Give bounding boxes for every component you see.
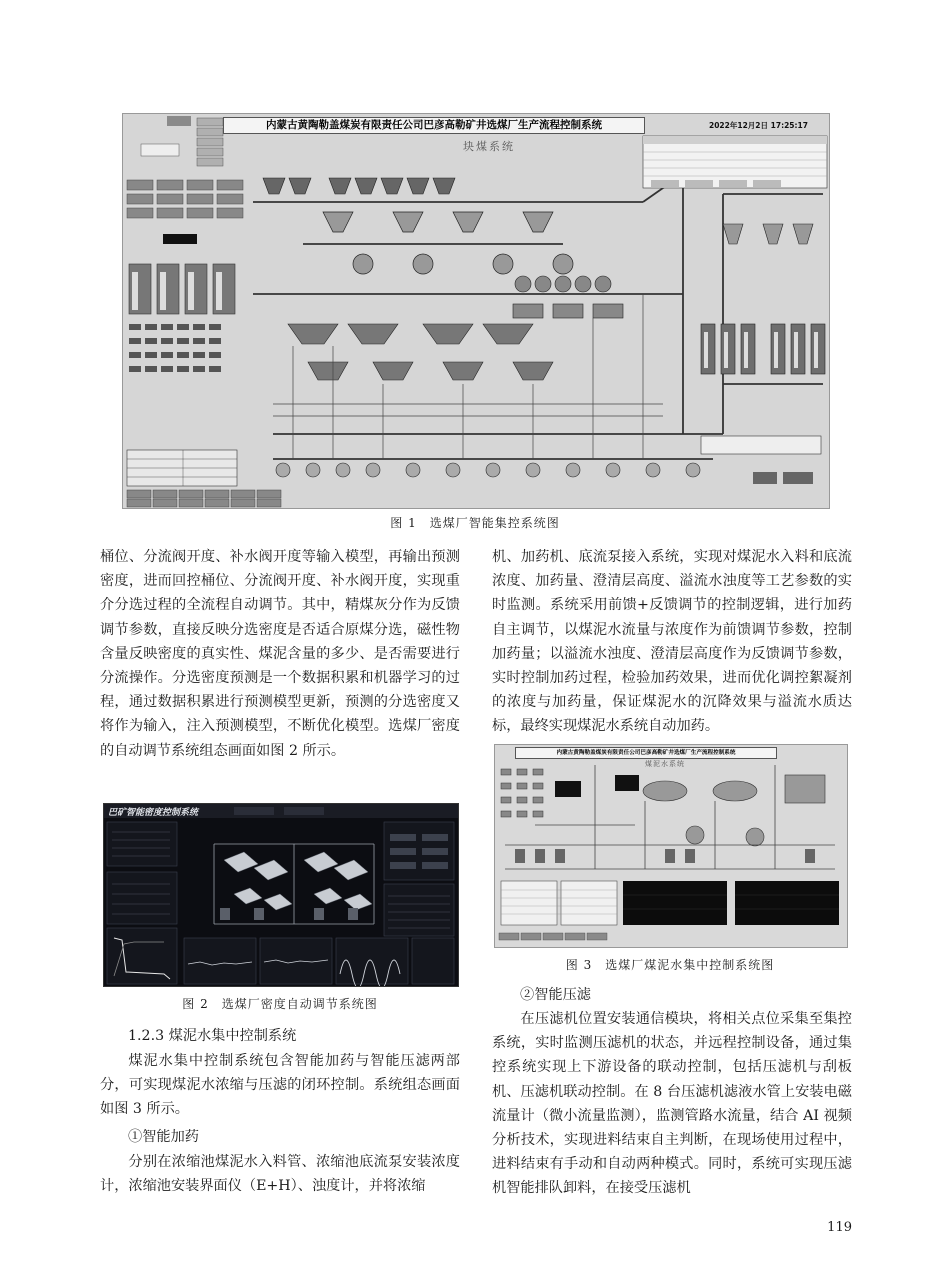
figure-1-screen-title: 内蒙古黄陶勒盖煤炭有限责任公司巴彦高勒矿井选煤厂生产流程控制系统 — [223, 117, 645, 134]
figure-2-screen-title: 巴矿智能密度控制系统 — [108, 808, 199, 818]
left-paragraph-3: 分别在浓缩池煤泥水入料管、浓缩池底流泵安装浓度计，浓缩池安装界面仪（E+H）、浊度计，并将浓缩 — [100, 1154, 460, 1195]
figure-2 — [103, 803, 459, 987]
subsection-smart-dosing: ①智能加药 — [128, 1129, 199, 1145]
figure-1-subsystem-label: 块煤系统 — [463, 140, 515, 153]
subsection-smart-filter-press: ②智能压滤 — [520, 987, 591, 1003]
right-paragraph-2: 在压滤机位置安装通信模块，将相关点位采集至集控系统，实时监测压滤机的状态，并远程控制设备，通过集控系统实现上下游设备的联动控制，包括压滤机与刮板机、压滤机联动控制。在 8 台压滤机滤液水管上安装电磁流量计（微小流量监测），监测管路水流量，结合 AI 视频分析技术，实现进料结束自主判断，在现场使用过程中，进料结束有手动和自动两种模式。同时，系统可实现压滤机智能排队卸料，在接受压滤机 — [492, 1011, 852, 1197]
figure-3-screen-title: 内蒙古黄陶勒盖煤炭有限责任公司巴彦高勒矿井选煤厂生产流程控制系统 — [515, 747, 777, 759]
page-number: 119 — [827, 1220, 852, 1235]
figure-3 — [494, 744, 848, 948]
figure-3-subsystem-label: 煤泥水系统 — [645, 760, 685, 768]
figure-1-timestamp: 2022年12月2日 17:25:17 — [709, 121, 808, 130]
figure-2-diagram — [104, 804, 458, 986]
figure-3-caption: 图 3 选煤厂煤泥水集中控制系统图 — [565, 958, 775, 972]
right-paragraph-1: 机、加药机、底流泵接入系统，实现对煤泥水入料和底流浓度、加药量、澄清层高度、溢流水浊度等工艺参数的实时监测。系统采用前馈+反馈调节的控制逻辑，进行加药自主调节，以煤泥水流量与浓度作为前馈调节参数，控制加药量；以溢流水浊度、澄清层高度作为反馈调节参数，实时控制加药过程，检验加药效果，进而优化调控絮凝剂的浓度与加药量，保证煤泥水的沉降效果与溢流水质达标，最终实现煤泥水系统自动加药。 — [492, 549, 852, 735]
figure-1 — [122, 113, 830, 509]
section-heading-1-2-3: 1.2.3 煤泥水集中控制系统 — [128, 1028, 297, 1044]
left-paragraph-1: 桶位、分流阀开度、补水阀开度等输入模型，再输出预测密度，进而回控桶位、分流阀开度、补水阀开度，实现重介分选过程的全流程自动调节。其中，精煤灰分作为反馈调节参数，直接反映分选密度是否适合原煤分选，磁性物含量反映密度的真实性、煤泥含量的多少、是否需要进行分流操作。分选密度预测是一个数据积累和机器学习的过程，通过数据积累进行预测模型更新，预测的分选密度又将作为输入，注入预测模型，不断优化模型。选煤厂密度的自动调节系统组态画面如图 2 所示。 — [100, 549, 460, 759]
figure-1-caption: 图 1 选煤厂智能集控系统图 — [390, 516, 560, 530]
figure-2-caption: 图 2 选煤厂密度自动调节系统图 — [182, 997, 378, 1011]
left-paragraph-2: 煤泥水集中控制系统包含智能加药与智能压滤两部分，可实现煤泥水浓缩与压滤的闭环控制。系统组态画面如图 3 所示。 — [100, 1053, 460, 1118]
figure-3-diagram — [495, 745, 847, 947]
figure-1-diagram — [123, 114, 829, 508]
